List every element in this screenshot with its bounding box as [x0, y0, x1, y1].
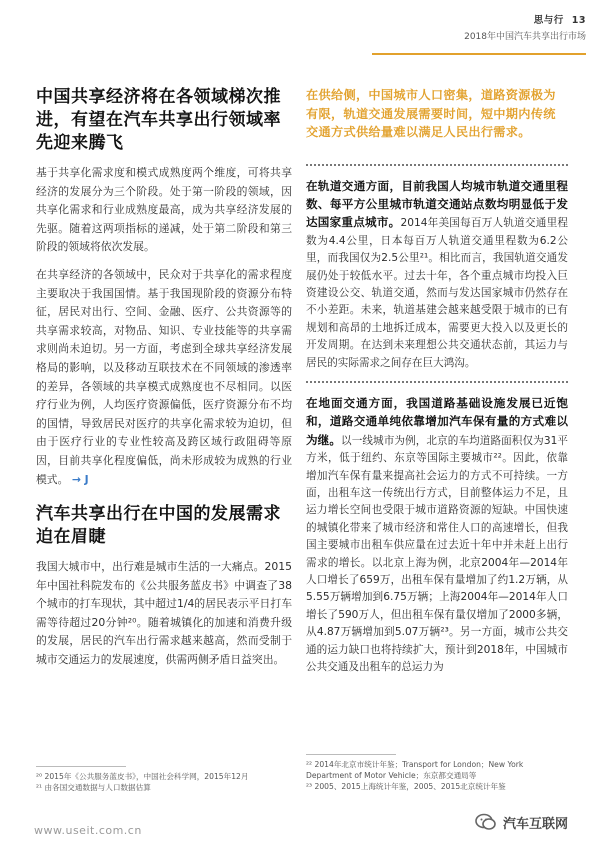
paragraph-rail: 在轨道交通方面，目前我国人均城市轨道交通里程数、每平方公里城市轨道交通站点数均明显低于发达国家重点城市。2014年美国每百万人轨道交通里程数为4.4公里，日本每百万人轨道交通里程数为6.2公里，而我国仅为2.5公里²¹。相比而言，我国轨道交通发展仍处于较低水平。过去十年，各个重点城市均投入巨资建设公交、轨道交通，然而与发达国家城市仍然存在不小差距。未来，轨道基建会越来越受限于城市的已有规划和高昂的土地拆迁成本，需要更大投入以及更长的开发周期。在达到未来理想公共交通状态前，其运力与居民的实际需求之间存在巨大鸿沟。: [306, 178, 568, 369]
footnote-rule-left: [36, 766, 126, 767]
paragraph-demand: 在共享经济的各领域中，民众对于共享化的需求程度主要取决于我国国情。基于我国现阶段的资源分布特征，居民对出行、空间、金融、医疗、公共资源等的共享需求较高，对物品、知识、专业技能等的共享需求则尚未迫切。另一方面，考虑到全球共享经济发展格局的影响，以及移动互联技术在不同领域的渗透率的差异，各领域的共享模式成熟度也不尽相同。以医疗行业为例，人均医疗资源偏低，医疗资源分布不均的国情，导致居民对医疗的共享化需求较为迫切，但由于医疗行业的专业性较高及跨区域行政阻碍等原因，目前共享化程度偏低，尚未形成较为成熟的行业模式。 → J: [36, 267, 292, 486]
footnote-21: ²¹ 由各国交通数据与人口数据估算: [36, 783, 151, 792]
section-heading-2: 汽车共享出行在中国的发展需求迫在眉睫: [36, 504, 281, 548]
dotted-divider: [306, 381, 568, 384]
footnotes-left: [36, 771, 292, 793]
watermark-url: www.useit.com.cn: [34, 824, 142, 837]
dotted-divider: [306, 164, 568, 167]
road-lead: 在地面交通方面，我国道路基础设施发展已近饱和，道路交通单纯依靠增加汽车保有量的方式难以为继。: [306, 395, 568, 447]
section-heading-1: 中国共享经济将在各领域梯次推进，有望在汽车共享出行领域率先迎来腾飞: [36, 87, 281, 153]
footnotes-right: [306, 759, 568, 792]
paragraph-taxi-pain: 我国大城市中，出行难是城市生活的一大痛点。2015年中国社科院发布的《公共服务蓝皮书》中调查了38个城市的打车现状，其中超过1/4的居民表示平日打车需等待超过20分钟²⁰。随着城镇化的加速和消费升级的发展，居民的汽车出行需求越来越高，然而受制于城市交通运力的发展速度，供需两侧矛盾日益突出。: [36, 560, 292, 667]
pull-quote: 在供给侧，中国城市人口密集，道路资源极为有限，轨道交通发展需要时间，短中期内传统交通方式供给量难以满足人民出行需求。: [306, 88, 556, 139]
watermark-brand-label: 汽车互联网: [503, 816, 569, 832]
wechat-icon: [475, 812, 497, 832]
footnote-23: ²³ 2005、2015上海统计年鉴，2005、2015北京统计年鉴: [306, 782, 506, 791]
footnote-20: ²⁰ 2015年《公共服务蓝皮书》，中国社会科学网，2015年12月: [36, 772, 249, 781]
paragraph-road: 在地面交通方面，我国道路基础设施发展已近饱和，道路交通单纯依靠增加汽车保有量的方式难以为继。以一线城市为例，北京的车均道路面积仅为31平方米，低于纽约、东京等国际主要城市²²。因此，依靠增加汽车保有量来提高社会运力的方式不可持续。一方面，出租车这一传统出行方式，目前整体运力不足，且运力增长空间也受限于城市道路资源的短缺。中国快速的城镇化带来了城市经济和常住人口的高速增长，但我国主要城市出租车供应量在过去近十年中并未赶上出行需求的增长。以北京上海为例，北京2004年—2014年人口增长了659万，出租车保有量增加了约1.2万辆，从5.55万辆增加到6.75万辆；上海2004年—2014年人口增长了590万人，但出租车保有量仅增加了2000多辆，从4.87万辆增加到5.07万辆²³。另一方面，城市公共交通的运力缺口也将持续扩大，预计到2018年，中国城市公共交通及出租车的总运力为: [306, 395, 568, 674]
section-title: 思与行: [533, 15, 564, 26]
footnote-22: ²² 2014年北京市统计年鉴；Transport for London；New York Department of Motor Vehicle；东京都交通局等: [306, 760, 524, 780]
continue-arrow-icon: → J: [71, 472, 89, 486]
rail-lead: 在轨道交通方面，目前我国人均城市轨道交通里程数、每平方公里城市轨道交通站点数均明显低于发达国家重点城市。: [306, 178, 568, 230]
watermark-brand: [475, 812, 568, 832]
paragraph-stages: 基于共享化需求度和模式成熟度两个维度，可将共享经济的发展分为三个阶段。处于第一阶段的领域，因共享化需求和行业成熟度最高，成为共享经济发展的先驱。随着这两项指标的递减，处于第二阶段和第三阶段的领域将依次发展。: [36, 166, 292, 254]
left-column: [36, 86, 292, 679]
footnote-rule-right: [306, 754, 396, 755]
page-number: 13: [571, 15, 586, 26]
header-divider: [372, 53, 586, 55]
page-header: [464, 12, 586, 42]
right-column: [306, 86, 568, 685]
report-subtitle: 2018年中国汽车共享出行市场: [464, 32, 586, 42]
